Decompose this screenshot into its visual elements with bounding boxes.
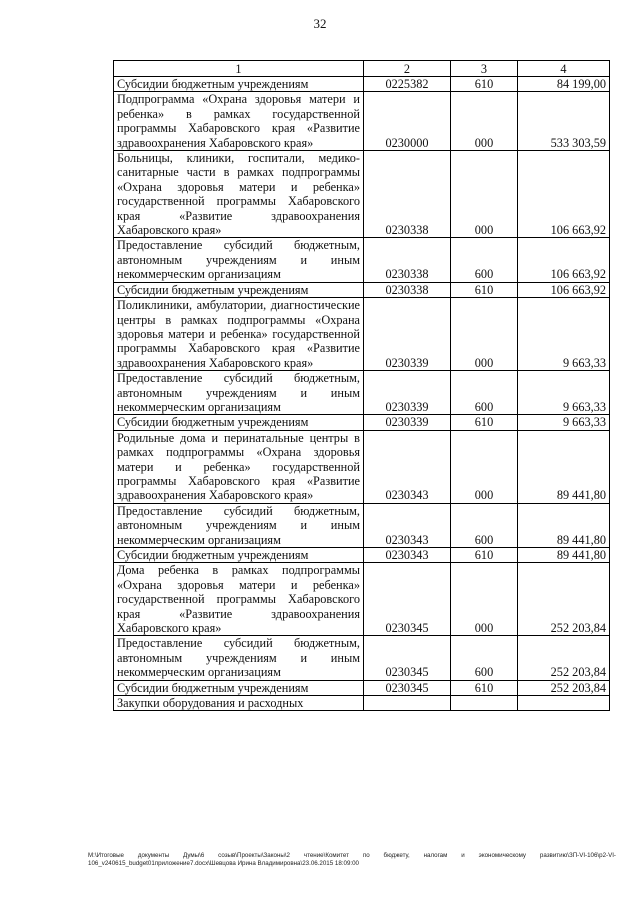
row-name: Предоставление субсидий бюджетным, автономным учреждениям и иным некоммерческим организациям <box>114 636 364 680</box>
table-row <box>114 680 610 695</box>
row-name: Предоставление субсидий бюджетным, автономным учреждениям и иным некоммерческим организациям <box>114 503 364 547</box>
row-name: Подпрограмма «Охрана здоровья матери и ребенка» в рамках государственной программы Хабаровского края «Развитие здравоохранения Хабаровского края» <box>114 92 364 151</box>
row-type <box>451 696 518 711</box>
row-name: Поликлиники, амбулатории, диагностические центры в рамках подпрограммы «Охрана здоровья матери и ребенка» государственной программы Хабаровского края «Развитие здравоохранения Хабаровского края» <box>114 298 364 371</box>
row-amount: 89 441,80 <box>518 548 610 563</box>
row-code: 0230338 <box>364 282 451 297</box>
row-amount: 9 663,33 <box>518 415 610 430</box>
row-type: 000 <box>451 563 518 636</box>
row-name: Субсидии бюджетным учреждениям <box>114 548 364 563</box>
row-amount: 89 441,80 <box>518 430 610 503</box>
row-code: 0230345 <box>364 636 451 680</box>
row-name: Дома ребенка в рамках подпрограммы «Охрана здоровья матери и ребенка» государственной программы Хабаровского края «Развитие здравоохранения Хабаровского края» <box>114 563 364 636</box>
row-amount: 106 663,92 <box>518 282 610 297</box>
row-amount: 9 663,33 <box>518 298 610 371</box>
table-row <box>114 371 610 415</box>
row-code: 0230338 <box>364 151 451 238</box>
row-name: Субсидии бюджетным учреждениям <box>114 77 364 92</box>
row-name: Предоставление субсидий бюджетным, автономным учреждениям и иным некоммерческим организациям <box>114 371 364 415</box>
row-code: 0230345 <box>364 680 451 695</box>
row-amount: 89 441,80 <box>518 503 610 547</box>
row-amount: 533 303,59 <box>518 92 610 151</box>
row-type: 610 <box>451 415 518 430</box>
row-type: 600 <box>451 636 518 680</box>
row-name: Субсидии бюджетным учреждениям <box>114 282 364 297</box>
row-type: 600 <box>451 238 518 282</box>
row-name: Субсидии бюджетным учреждениям <box>114 680 364 695</box>
row-code: 0230345 <box>364 563 451 636</box>
column-header: 3 <box>451 61 518 77</box>
row-amount: 84 199,00 <box>518 77 610 92</box>
document-path-footer: M:\Итоговые документы Думы\6 созыв\Проекты\Законы\2 чтение\Комитет по бюджету, налогам и экономическому развитию\ЗП-VI-106\р2-VI-106_v240615_budget01приложение7.docx\Шевцова Ирина Владимировна\23.06.2015 18:09:00 <box>88 852 616 867</box>
table-row <box>114 238 610 282</box>
row-type: 000 <box>451 298 518 371</box>
row-code: 0230339 <box>364 371 451 415</box>
row-type: 610 <box>451 282 518 297</box>
row-type: 000 <box>451 92 518 151</box>
row-code: 0230339 <box>364 415 451 430</box>
row-name: Предоставление субсидий бюджетным, автономным учреждениям и иным некоммерческим организациям <box>114 238 364 282</box>
row-code: 0230343 <box>364 430 451 503</box>
budget-table <box>113 60 610 711</box>
row-code: 0225382 <box>364 77 451 92</box>
row-amount: 106 663,92 <box>518 238 610 282</box>
table-header-row <box>114 61 610 77</box>
row-type: 610 <box>451 548 518 563</box>
row-name: Субсидии бюджетным учреждениям <box>114 415 364 430</box>
table-row <box>114 430 610 503</box>
row-amount: 252 203,84 <box>518 636 610 680</box>
row-code: 0230343 <box>364 548 451 563</box>
row-amount: 9 663,33 <box>518 371 610 415</box>
table-row <box>114 563 610 636</box>
table-row <box>114 503 610 547</box>
row-type: 600 <box>451 503 518 547</box>
table-row <box>114 548 610 563</box>
column-header: 2 <box>364 61 451 77</box>
row-amount: 106 663,92 <box>518 151 610 238</box>
table-row <box>114 636 610 680</box>
row-name: Родильные дома и перинатальные центры в рамках подпрограммы «Охрана здоровья матери и ребенка» государственной программы Хабаровского края «Развитие здравоохранения Хабаровского края» <box>114 430 364 503</box>
table-row <box>114 151 610 238</box>
row-amount: 252 203,84 <box>518 680 610 695</box>
table-row <box>114 298 610 371</box>
table-row <box>114 282 610 297</box>
row-code: 0230338 <box>364 238 451 282</box>
row-name: Закупки оборудования и расходных <box>114 696 364 711</box>
row-name: Больницы, клиники, госпитали, медико-санитарные части в рамках подпрограммы «Охрана здоровья матери и ребенка» государственной программы Хабаровского края «Развитие здравоохранения Хабаровского края» <box>114 151 364 238</box>
row-code: 0230343 <box>364 503 451 547</box>
table-body <box>114 77 610 711</box>
row-amount: 252 203,84 <box>518 563 610 636</box>
table-row <box>114 415 610 430</box>
row-amount <box>518 696 610 711</box>
column-header: 1 <box>114 61 364 77</box>
table-row <box>114 77 610 92</box>
column-header: 4 <box>518 61 610 77</box>
row-code: 0230339 <box>364 298 451 371</box>
row-type: 610 <box>451 77 518 92</box>
row-type: 600 <box>451 371 518 415</box>
row-code <box>364 696 451 711</box>
row-type: 000 <box>451 151 518 238</box>
row-code: 0230000 <box>364 92 451 151</box>
table-row <box>114 696 610 711</box>
row-type: 610 <box>451 680 518 695</box>
page-number: 32 <box>313 16 327 31</box>
table-row <box>114 92 610 151</box>
row-type: 000 <box>451 430 518 503</box>
